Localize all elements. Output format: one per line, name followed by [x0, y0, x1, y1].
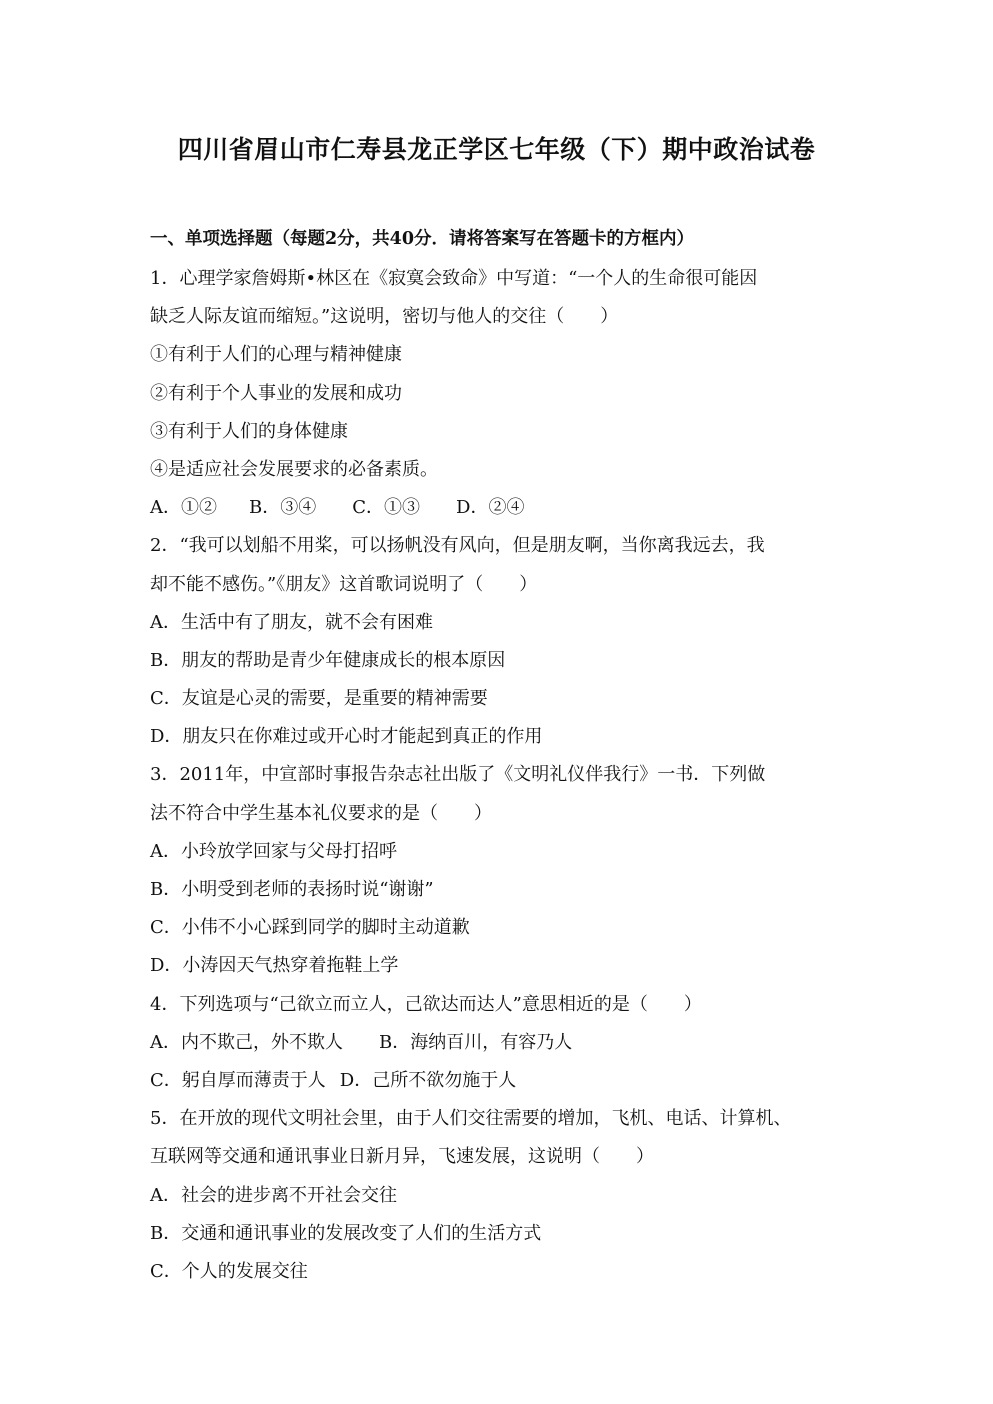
question-3-stem-line-2: 法不符合中学生基本礼仪要求的是（ ） — [150, 802, 492, 824]
question-1-item-2: ②有利于个人事业的发展和成功 — [150, 382, 402, 404]
question-1-option-c: C．①③ — [352, 497, 421, 519]
question-3-stem-line-1: 3．2011年，中宣部时事报告杂志社出版了《文明礼仪伴我行》一书．下列做 — [150, 764, 766, 786]
question-5-stem-line-1: 5．在开放的现代文明社会里，由于人们交往需要的增加，飞机、电话、计算机、 — [150, 1108, 792, 1130]
question-4-options-row-1 — [150, 1024, 870, 1062]
page-title: 四川省眉山市仁寿县龙正学区七年级（下）期中政治试卷 — [177, 135, 816, 164]
question-2-stem-line-1: 2．“我可以划船不用桨，可以扬帆没有风向，但是朋友啊，当你离我远去，我 — [150, 535, 765, 557]
exam-content — [150, 222, 870, 1291]
question-5-stem-line-2: 互联网等交通和通讯事业日新月异，飞速发展，这说明（ ） — [150, 1146, 654, 1168]
section-heading: 一、单项选择题（每题2分，共40分．请将答案写在答题卡的方框内） — [150, 229, 695, 249]
question-2-option-a: A．生活中有了朋友，就不会有困难 — [150, 611, 433, 633]
question-1-item-1: ①有利于人们的心理与精神健康 — [150, 344, 402, 366]
question-1-option-a: A．①② — [150, 497, 217, 519]
question-4-option-c: C．躬自厚而薄责于人 — [150, 1069, 326, 1091]
question-4-option-d: D．己所不欲勿施于人 — [339, 1069, 517, 1091]
question-5-option-c: C．个人的发展交往 — [150, 1260, 308, 1282]
question-1-stem-line-2: 缺乏人际友谊而缩短。”这说明，密切与他人的交往（ ） — [150, 306, 619, 328]
question-1-option-d: D．②④ — [456, 497, 525, 519]
question-5 — [150, 1100, 870, 1291]
question-2-option-b: B．朋友的帮助是青少年健康成长的根本原因 — [150, 649, 506, 671]
question-4 — [150, 986, 870, 1101]
question-5-option-b: B．交通和通讯事业的发展改变了人们的生活方式 — [150, 1222, 542, 1244]
question-5-option-a: A．社会的进步离不开社会交往 — [150, 1184, 397, 1206]
question-1-stem-line-1: 1．心理学家詹姆斯•林区在《寂寞会致命》中写道：“一个人的生命很可能因 — [150, 268, 758, 289]
question-4-option-a: A．内不欺己，外不欺人 — [150, 1031, 343, 1053]
question-3-option-d: D．小涛因天气热穿着拖鞋上学 — [150, 955, 399, 977]
question-1-item-3: ③有利于人们的身体健康 — [150, 420, 348, 442]
question-3-option-a: A．小玲放学回家与父母打招呼 — [150, 840, 397, 862]
question-3-option-b: B．小明受到老师的表扬时说“谢谢” — [150, 879, 434, 900]
question-4-stem-line-1: 4．下列选项与“己欲立而立人，己欲达而达人”意思相近的是（ ） — [150, 993, 702, 1015]
question-2-option-c: C．友谊是心灵的需要，是重要的精神需要 — [150, 688, 488, 710]
question-3 — [150, 756, 870, 985]
question-3-option-c: C．小伟不小心踩到同学的脚时主动道歉 — [150, 917, 470, 939]
question-2-stem-line-2: 却不能不感伤。”《朋友》这首歌词说明了（ ） — [150, 573, 538, 595]
question-2-option-d: D．朋友只在你难过或开心时才能起到真正的作用 — [150, 726, 543, 748]
question-1 — [150, 260, 870, 527]
question-1-option-b: B．③④ — [249, 497, 317, 519]
question-4-options-row-2 — [150, 1062, 870, 1100]
question-4-option-b: B．海纳百川，有容乃人 — [379, 1031, 573, 1053]
question-1-options — [150, 489, 870, 527]
question-2 — [150, 527, 870, 756]
question-1-item-4: ④是适应社会发展要求的必备素质。 — [150, 458, 438, 480]
